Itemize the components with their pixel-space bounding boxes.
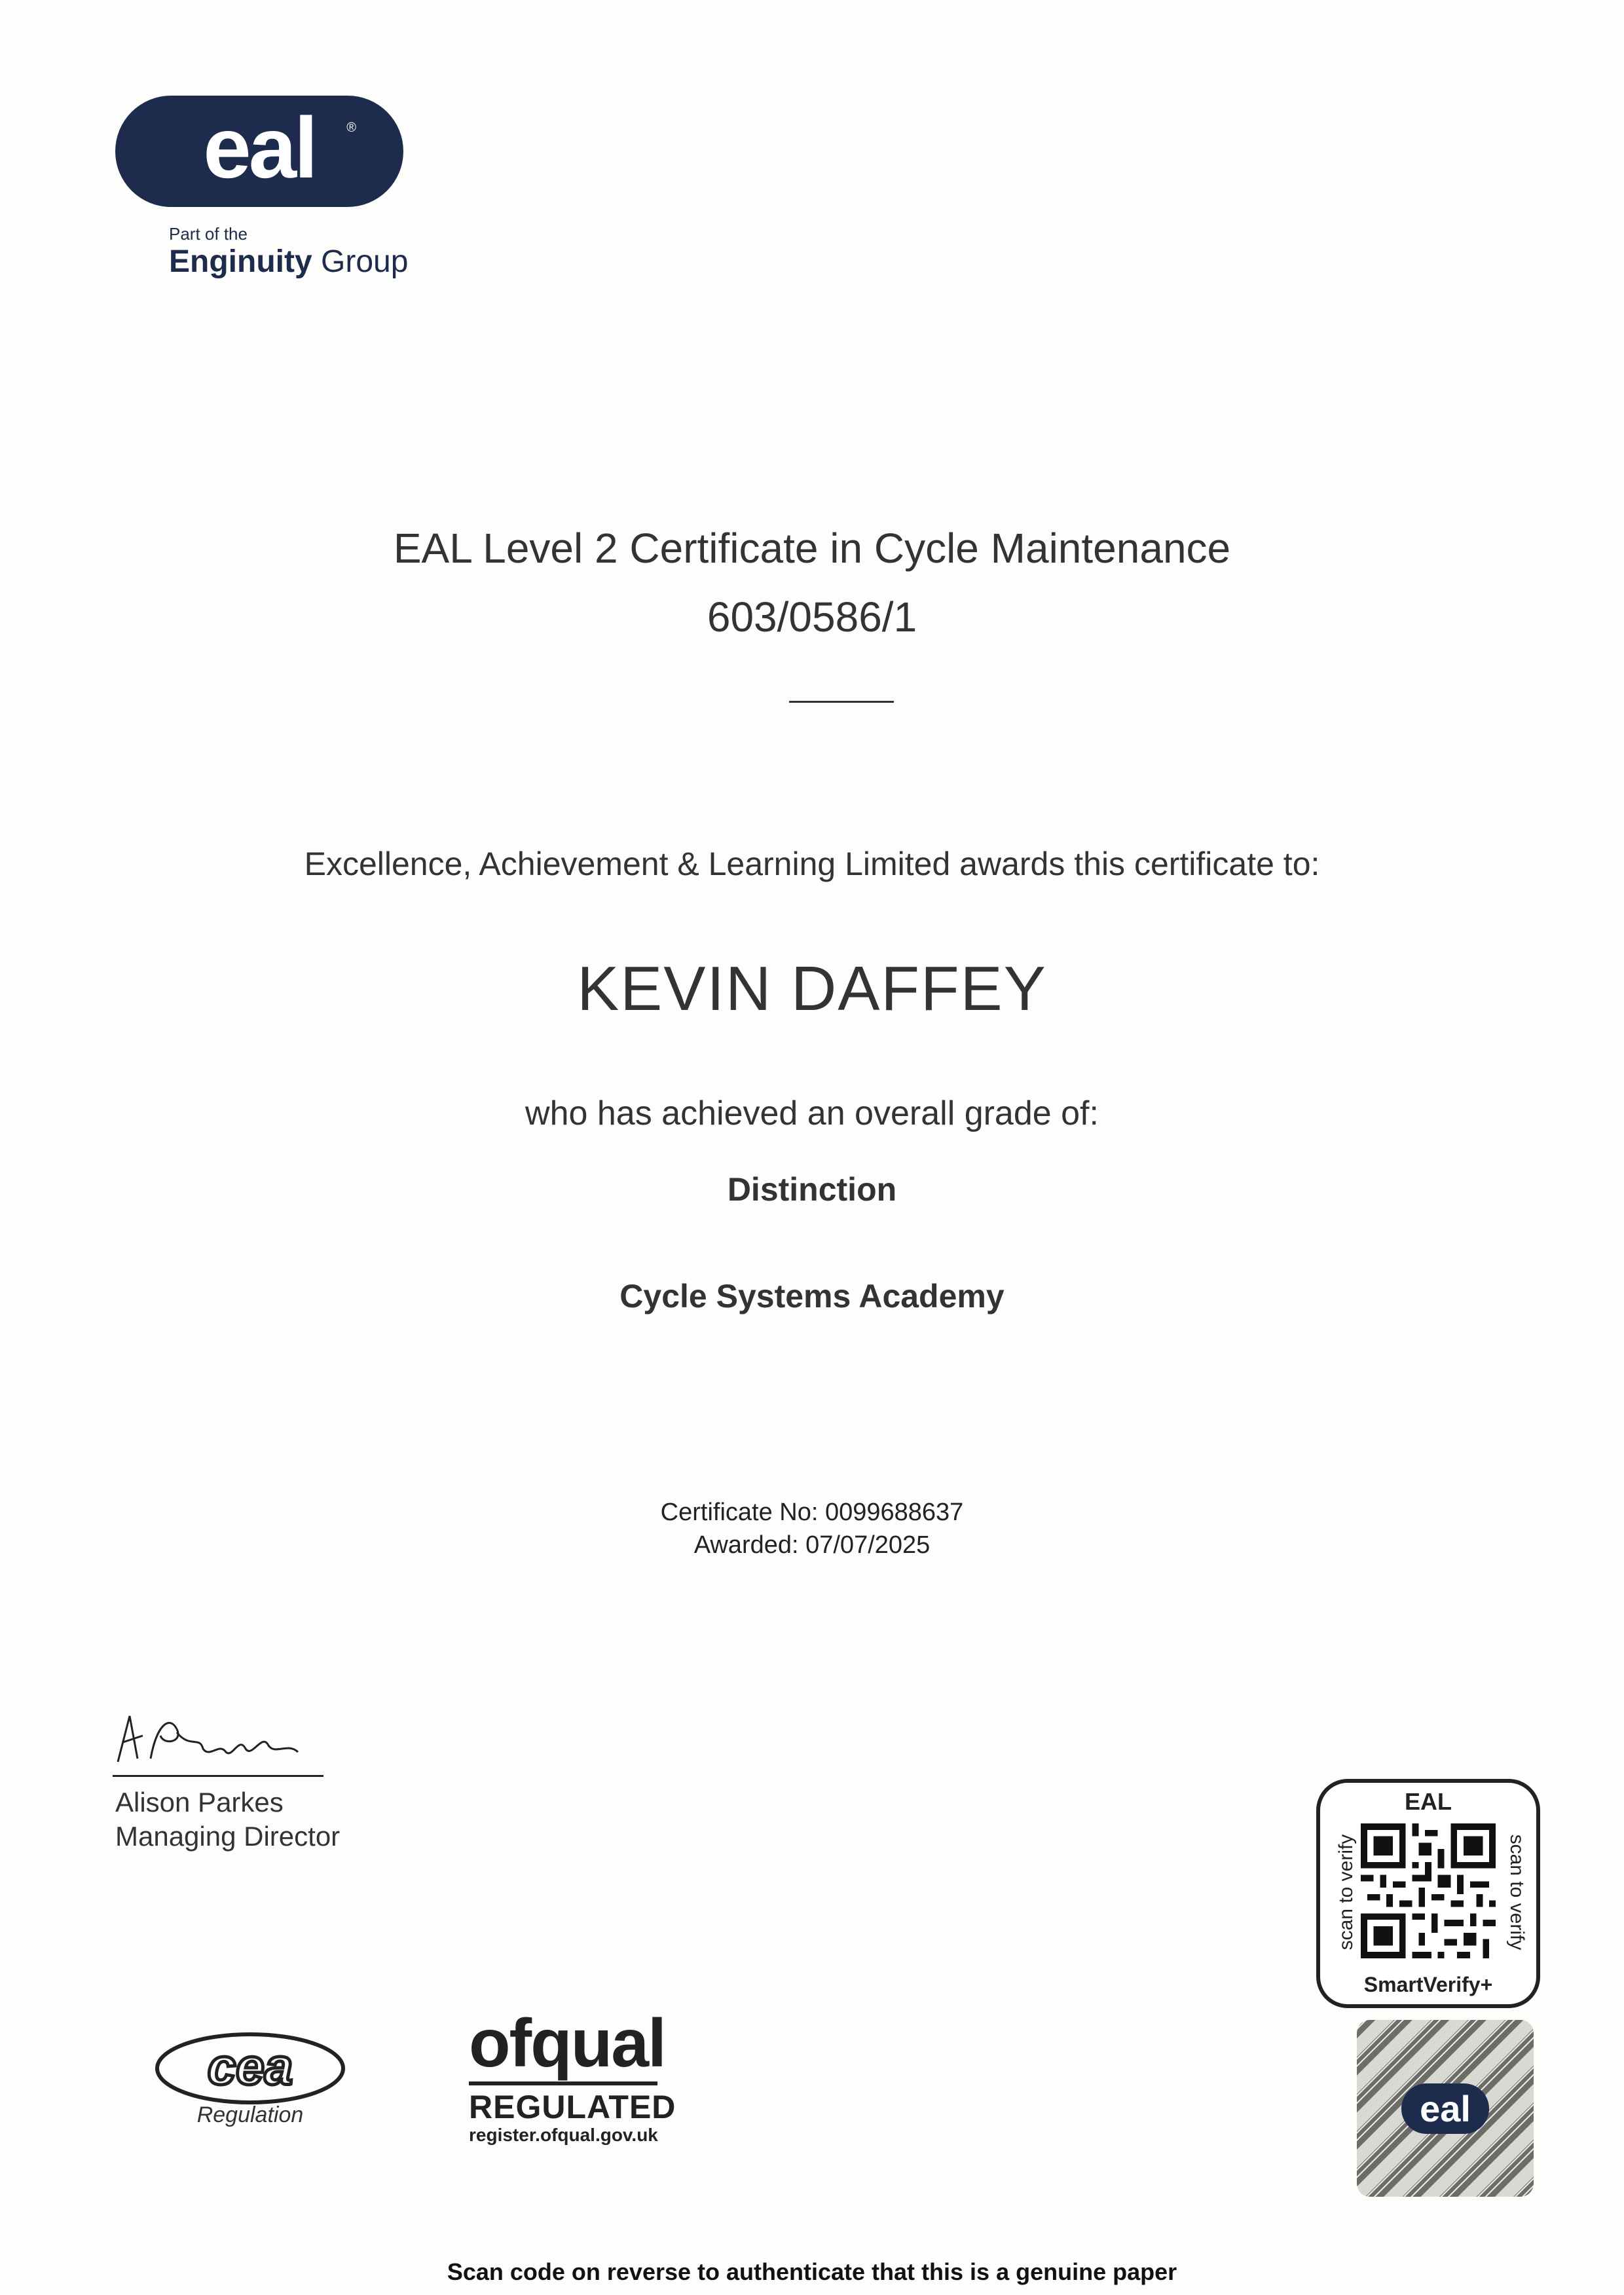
group-name [169, 244, 408, 280]
group-name-rest: Group [312, 244, 409, 279]
title-divider [789, 701, 894, 703]
ofqual-regulated: REGULATED [469, 2089, 676, 2125]
qr-code[interactable] [1361, 1823, 1496, 1958]
awarding-statement: Excellence, Achievement & Learning Limited awards this certificate to: [304, 846, 1320, 882]
ofqual-logo: ofqual [469, 2006, 665, 2081]
signature-line [113, 1775, 323, 1777]
signature [111, 1696, 327, 1775]
smartverify-badge [1316, 1779, 1540, 2008]
verify-top-label: EAL [1405, 1788, 1452, 1815]
verify-bottom-label: SmartVerify+ [1363, 1973, 1493, 1996]
cea-logo [152, 2029, 348, 2108]
ofqual-url: register.ofqual.gov.uk [469, 2125, 658, 2145]
cea-logo-text: cea [207, 2038, 293, 2095]
grade: Distinction [727, 1171, 897, 1208]
verify-side-label-right: scan to verify [1506, 1834, 1528, 1950]
award-date: Awarded: 07/07/2025 [693, 1531, 931, 1559]
eal-logo [115, 96, 403, 207]
part-of-label: Part of the [169, 224, 248, 244]
group-name-bold: Enginuity [169, 244, 312, 279]
verify-side-label-left: scan to verify [1335, 1834, 1357, 1950]
cea-caption: Regulation [196, 2102, 304, 2127]
centre-name: Cycle Systems Academy [619, 1278, 1005, 1315]
hologram-seal [1357, 2020, 1534, 2197]
recipient-name: KEVIN DAFFEY [577, 954, 1047, 1024]
logo-text: eal [203, 100, 316, 196]
signatory-name: Alison Parkes [115, 1787, 284, 1818]
footer-note: Scan code on reverse to authenticate that this is a genuine paper [447, 2258, 1177, 2285]
qualification-title: EAL Level 2 Certificate in Cycle Maintenance [393, 525, 1231, 572]
ofqual-divider [469, 2081, 657, 2085]
grade-intro: who has achieved an overall grade of: [525, 1094, 1099, 1132]
certificate-number: Certificate No: 0099688637 [660, 1499, 964, 1526]
hologram-eal-label: eal [1401, 2083, 1489, 2134]
registered-mark: ® [346, 121, 356, 135]
qualification-code: 603/0586/1 [707, 593, 917, 641]
signatory-role: Managing Director [115, 1821, 341, 1852]
